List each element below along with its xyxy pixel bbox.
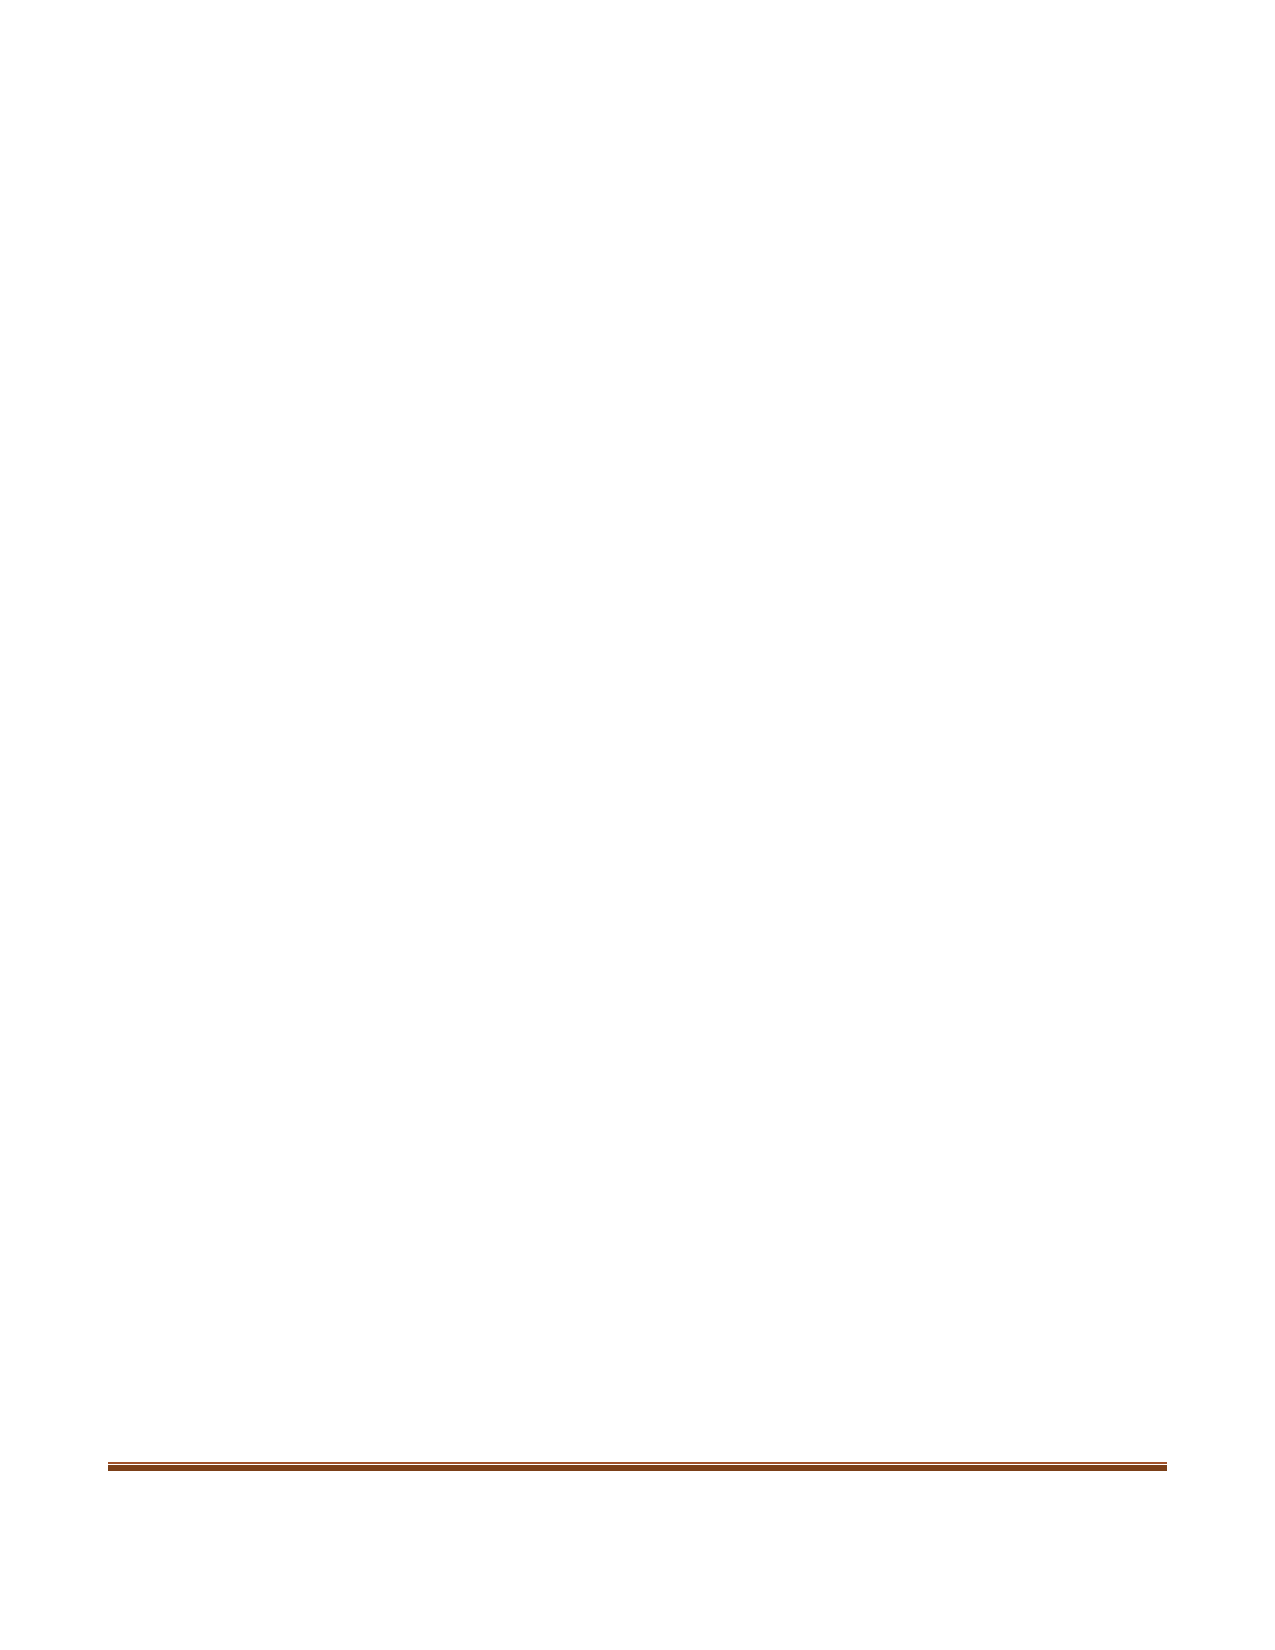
page-footer [108, 1462, 1167, 1532]
section-heading [108, 155, 1106, 211]
body-text-column [108, 133, 1106, 233]
footer-divider-bottom [108, 1465, 1167, 1471]
